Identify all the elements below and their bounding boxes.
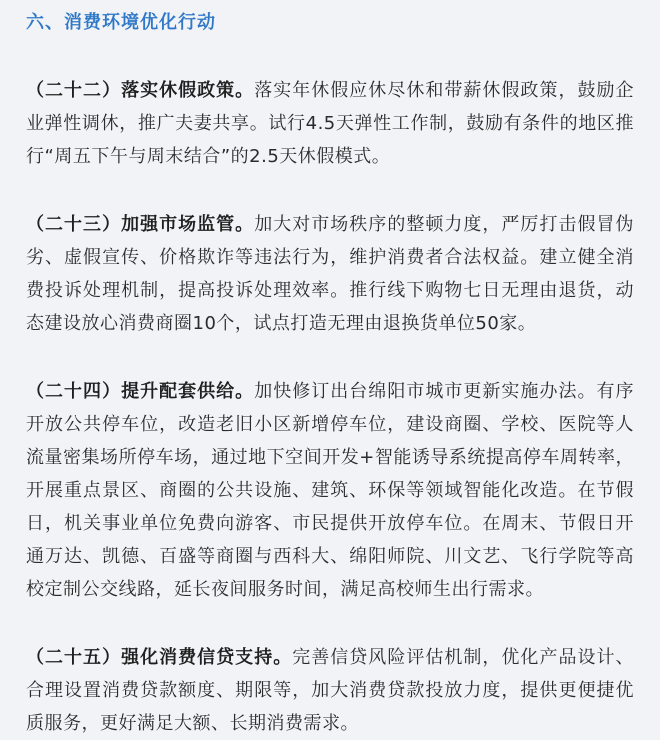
paragraph-22-heading: （二十二）落实休假政策。: [26, 80, 255, 101]
paragraph-25-body: 完善信贷风险评估机制，优化产品设计、合理设置消费贷款额度、期限等，加大消费贷款投放力度，提供更便捷优质服务，更好满足大额、长期消费需求。: [26, 647, 635, 734]
paragraph-25-heading: （二十五）强化消费信贷支持。: [26, 647, 293, 668]
paragraph-25: [26, 641, 634, 740]
paragraph-23-heading: （二十三）加强市场监管。: [26, 214, 255, 235]
paragraph-23-body: 加大对市场秩序的整顿力度，严厉打击假冒伪劣、虚假宣传、价格欺诈等违法行为，维护消费者合法权益。建立健全消费投诉处理机制，提高投诉处理效率。推行线下购物七日无理由退货，动态建设放心消费商圈10个，试点打造无理由退换货单位50家。: [26, 214, 635, 334]
section-title: 六、消费环境优化行动: [26, 12, 216, 33]
paragraph-24-heading: （二十四）提升配套供给。: [26, 381, 255, 402]
paragraph-23: [26, 208, 634, 340]
paragraph-24: [26, 375, 634, 606]
paragraph-24-body: 加快修订出台绵阳市城市更新实施办法。有序开放公共停车位，改造老旧小区新增停车位，建设商圈、学校、医院等人流量密集场所停车场，通过地下空间开发+智能诱导系统提高停车周转率，开展重点景区、商圈的公共设施、建筑、环保等领域智能化改造。在节假日，机关事业单位免费向游客、市民提供开放停车位。在周末、节假日开通万达、凯德、百盛等商圈与西科大、绵阳师院、川文艺、飞行学院等高校定制公交线路，延长夜间服务时间，满足高校师生出行需求。: [26, 381, 635, 600]
paragraph-22-body: 落实年休假应休尽休和带薪休假政策，鼓励企业弹性调休，推广夫妻共享。试行4.5天弹性工作制，鼓励有条件的地区推行“周五下午与周末结合”的2.5天休假模式。: [26, 80, 635, 167]
paragraph-22: [26, 74, 634, 173]
